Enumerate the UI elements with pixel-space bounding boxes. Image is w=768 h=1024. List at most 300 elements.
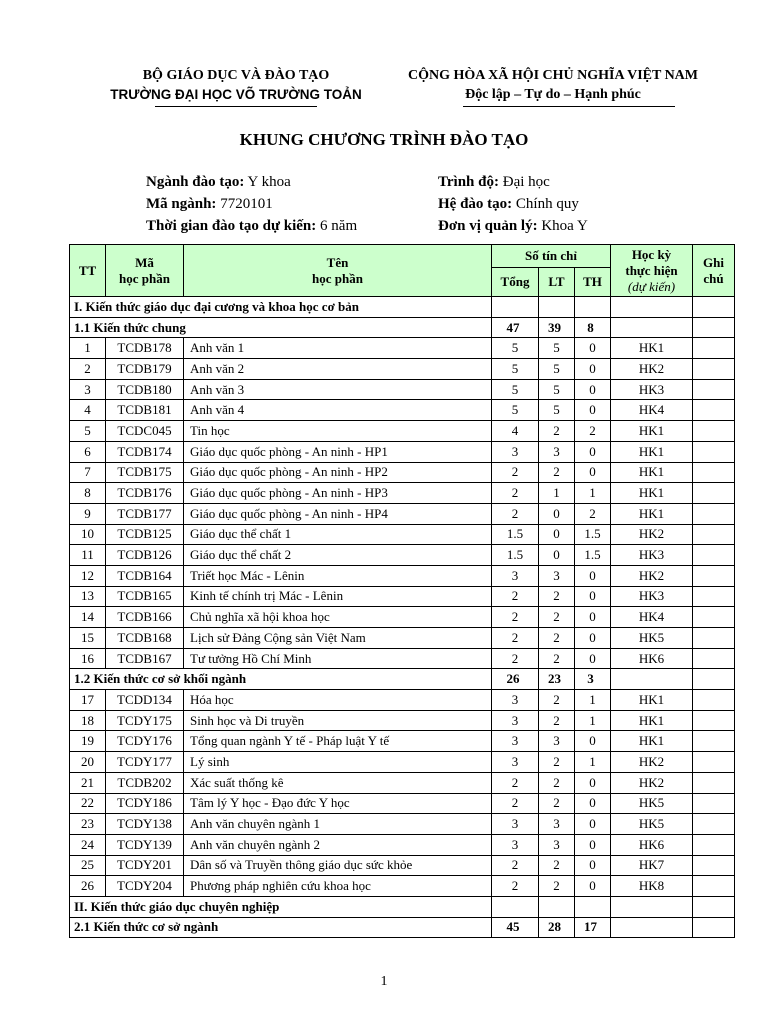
course-note	[693, 876, 735, 897]
course-total-credits: 2	[492, 793, 539, 814]
course-row	[70, 834, 735, 855]
course-row	[70, 876, 735, 897]
major-line	[146, 171, 357, 193]
ministry-header	[86, 67, 386, 105]
header-row-1	[70, 245, 735, 268]
empty-cell	[611, 917, 693, 938]
course-th-credits: 1	[575, 710, 611, 731]
course-lt-credits: 2	[539, 772, 575, 793]
col-total-header: Tổng	[492, 268, 539, 297]
empty-cell	[492, 297, 539, 318]
level-line	[438, 171, 588, 193]
school-underline	[155, 106, 317, 107]
course-note	[693, 421, 735, 442]
course-lt-credits: 2	[539, 690, 575, 711]
course-note	[693, 814, 735, 835]
course-name: Giáo dục quốc phòng - An ninh - HP2	[184, 462, 492, 483]
course-name: Chủ nghĩa xã hội khoa học	[184, 607, 492, 628]
course-semester: HK4	[611, 400, 693, 421]
code-line	[146, 193, 357, 215]
course-row	[70, 338, 735, 359]
course-semester: HK3	[611, 545, 693, 566]
duration-value: 6 năm	[316, 218, 358, 234]
course-index: 16	[70, 648, 106, 669]
unit-line	[438, 215, 588, 237]
course-name: Anh văn 3	[184, 379, 492, 400]
course-total-credits: 2	[492, 772, 539, 793]
duration-label: Thời gian đào tạo dự kiến:	[146, 218, 317, 234]
section-total-credits: 47	[492, 317, 539, 338]
course-row	[70, 628, 735, 649]
course-name: Lý sinh	[184, 752, 492, 773]
col-lt-header: LT	[539, 268, 575, 297]
course-index: 5	[70, 421, 106, 442]
course-index: 9	[70, 503, 106, 524]
course-note	[693, 731, 735, 752]
course-semester: HK2	[611, 772, 693, 793]
course-note	[693, 648, 735, 669]
course-lt-credits: 3	[539, 834, 575, 855]
course-total-credits: 3	[492, 834, 539, 855]
course-index: 4	[70, 400, 106, 421]
course-name: Giáo dục quốc phòng - An ninh - HP3	[184, 483, 492, 504]
course-row	[70, 503, 735, 524]
course-row	[70, 565, 735, 586]
course-total-credits: 2	[492, 876, 539, 897]
course-index: 24	[70, 834, 106, 855]
course-lt-credits: 3	[539, 441, 575, 462]
course-index: 26	[70, 876, 106, 897]
course-total-credits: 2	[492, 628, 539, 649]
course-name: Kinh tế chính trị Mác - Lênin	[184, 586, 492, 607]
course-semester: HK6	[611, 648, 693, 669]
col-note-header: Ghi chú	[693, 245, 735, 297]
empty-cell	[611, 896, 693, 917]
course-name: Giáo dục quốc phòng - An ninh - HP1	[184, 441, 492, 462]
course-semester: HK1	[611, 462, 693, 483]
section-th-credits: 8	[575, 317, 611, 338]
course-total-credits: 1.5	[492, 545, 539, 566]
course-semester: HK3	[611, 586, 693, 607]
course-lt-credits: 2	[539, 628, 575, 649]
course-note	[693, 772, 735, 793]
page-number: 1	[380, 974, 388, 989]
course-total-credits: 3	[492, 731, 539, 752]
course-th-credits: 0	[575, 359, 611, 380]
empty-cell	[693, 896, 735, 917]
course-row	[70, 379, 735, 400]
course-name: Phương pháp nghiên cứu khoa học	[184, 876, 492, 897]
col-semester-header: Học kỳ thực hiện (dự kiến)	[611, 245, 693, 297]
course-total-credits: 4	[492, 421, 539, 442]
course-semester: HK1	[611, 441, 693, 462]
course-semester: HK6	[611, 834, 693, 855]
system-value: Chính quy	[512, 196, 579, 212]
course-th-credits: 1.5	[575, 545, 611, 566]
major-value: Y khoa	[244, 174, 291, 190]
course-th-credits: 1	[575, 690, 611, 711]
empty-cell	[611, 669, 693, 690]
course-th-credits: 0	[575, 338, 611, 359]
document-title: KHUNG CHƯƠNG TRÌNH ĐÀO TẠO	[239, 130, 529, 149]
empty-cell	[575, 896, 611, 917]
part-heading-row	[70, 297, 735, 318]
course-code: TCDY139	[106, 834, 184, 855]
course-code: TCDB168	[106, 628, 184, 649]
course-semester: HK8	[611, 876, 693, 897]
course-lt-credits: 2	[539, 607, 575, 628]
course-th-credits: 2	[575, 503, 611, 524]
course-semester: HK2	[611, 359, 693, 380]
course-lt-credits: 2	[539, 876, 575, 897]
course-total-credits: 2	[492, 483, 539, 504]
course-th-credits: 0	[575, 876, 611, 897]
curriculum-table	[69, 244, 735, 938]
course-name: Dân số và Truyền thông giáo dục sức khỏe	[184, 855, 492, 876]
course-index: 20	[70, 752, 106, 773]
course-note	[693, 793, 735, 814]
course-index: 11	[70, 545, 106, 566]
course-semester: HK1	[611, 731, 693, 752]
course-th-credits: 0	[575, 648, 611, 669]
course-semester: HK3	[611, 379, 693, 400]
course-name: Tư tưởng Hồ Chí Minh	[184, 648, 492, 669]
course-th-credits: 0	[575, 834, 611, 855]
course-row	[70, 710, 735, 731]
course-note	[693, 710, 735, 731]
course-total-credits: 1.5	[492, 524, 539, 545]
course-th-credits: 0	[575, 462, 611, 483]
course-semester: HK1	[611, 338, 693, 359]
course-row	[70, 814, 735, 835]
course-code: TCDY138	[106, 814, 184, 835]
empty-cell	[492, 896, 539, 917]
course-row	[70, 793, 735, 814]
course-row	[70, 586, 735, 607]
country-name: CỘNG HÒA XÃ HỘI CHỦ NGHĨA VIỆT NAM	[407, 68, 698, 83]
section-row	[70, 669, 735, 690]
part-heading-row	[70, 896, 735, 917]
col-tt-header: TT	[70, 245, 106, 297]
course-index: 25	[70, 855, 106, 876]
section-row	[70, 917, 735, 938]
course-total-credits: 2	[492, 586, 539, 607]
course-lt-credits: 2	[539, 710, 575, 731]
duration-line	[146, 215, 357, 237]
course-semester: HK1	[611, 503, 693, 524]
course-name: Sinh học và Di truyền	[184, 710, 492, 731]
course-code: TCDC045	[106, 421, 184, 442]
course-row	[70, 483, 735, 504]
col-credits-header: Số tín chỉ	[492, 245, 611, 268]
empty-cell	[611, 317, 693, 338]
course-row	[70, 441, 735, 462]
course-row	[70, 690, 735, 711]
school-name: TRƯỜNG ĐẠI HỌC VÕ TRƯỜNG TOẢN	[110, 87, 362, 102]
section-lt-credits: 28	[539, 917, 575, 938]
course-th-credits: 0	[575, 400, 611, 421]
course-name: Xác suất thống kê	[184, 772, 492, 793]
course-name: Tin học	[184, 421, 492, 442]
course-code: TCDB164	[106, 565, 184, 586]
course-name: Lịch sử Đảng Cộng sản Việt Nam	[184, 628, 492, 649]
course-th-credits: 0	[575, 628, 611, 649]
course-code: TCDB176	[106, 483, 184, 504]
course-code: TCDY176	[106, 731, 184, 752]
course-lt-credits: 0	[539, 524, 575, 545]
course-th-credits: 0	[575, 855, 611, 876]
course-semester: HK5	[611, 793, 693, 814]
course-th-credits: 2	[575, 421, 611, 442]
course-index: 8	[70, 483, 106, 504]
course-semester: HK1	[611, 710, 693, 731]
course-note	[693, 690, 735, 711]
course-lt-credits: 2	[539, 855, 575, 876]
course-row	[70, 359, 735, 380]
course-lt-credits: 2	[539, 586, 575, 607]
course-name: Tổng quan ngành Y tế - Pháp luật Y tế	[184, 731, 492, 752]
course-total-credits: 2	[492, 648, 539, 669]
section-heading: 2.1 Kiến thức cơ sở ngành	[70, 917, 492, 938]
course-note	[693, 503, 735, 524]
course-note	[693, 607, 735, 628]
course-total-credits: 3	[492, 441, 539, 462]
level-label: Trình độ:	[438, 174, 499, 190]
course-th-credits: 0	[575, 441, 611, 462]
course-name: Anh văn 4	[184, 400, 492, 421]
col-name-header: Tên học phần	[184, 245, 492, 297]
course-code: TCDB179	[106, 359, 184, 380]
course-th-credits: 1	[575, 483, 611, 504]
course-row	[70, 400, 735, 421]
course-row	[70, 545, 735, 566]
course-code: TCDB126	[106, 545, 184, 566]
course-th-credits: 0	[575, 565, 611, 586]
course-semester: HK2	[611, 752, 693, 773]
course-name: Triết học Mác - Lênin	[184, 565, 492, 586]
course-lt-credits: 2	[539, 793, 575, 814]
empty-cell	[539, 297, 575, 318]
course-row	[70, 772, 735, 793]
course-row	[70, 607, 735, 628]
course-semester: HK5	[611, 814, 693, 835]
course-note	[693, 752, 735, 773]
empty-cell	[575, 297, 611, 318]
section-th-credits: 17	[575, 917, 611, 938]
course-index: 22	[70, 793, 106, 814]
course-code: TCDD134	[106, 690, 184, 711]
course-th-credits: 1	[575, 752, 611, 773]
course-code: TCDB167	[106, 648, 184, 669]
course-note	[693, 855, 735, 876]
empty-cell	[693, 917, 735, 938]
ministry-name: BỘ GIÁO DỤC VÀ ĐÀO TẠO	[142, 68, 330, 83]
course-index: 10	[70, 524, 106, 545]
course-name: Anh văn 2	[184, 359, 492, 380]
course-semester: HK7	[611, 855, 693, 876]
course-lt-credits: 2	[539, 421, 575, 442]
course-lt-credits: 5	[539, 379, 575, 400]
course-total-credits: 2	[492, 462, 539, 483]
empty-cell	[611, 297, 693, 318]
course-note	[693, 359, 735, 380]
section-total-credits: 26	[492, 669, 539, 690]
course-semester: HK2	[611, 524, 693, 545]
course-row	[70, 752, 735, 773]
code-value: 7720101	[216, 196, 273, 212]
unit-value: Khoa Y	[537, 218, 588, 234]
course-th-credits: 0	[575, 607, 611, 628]
course-row	[70, 855, 735, 876]
section-th-credits: 3	[575, 669, 611, 690]
course-th-credits: 0	[575, 772, 611, 793]
course-th-credits: 1.5	[575, 524, 611, 545]
course-total-credits: 2	[492, 503, 539, 524]
course-th-credits: 0	[575, 793, 611, 814]
course-semester: HK1	[611, 421, 693, 442]
course-total-credits: 3	[492, 814, 539, 835]
course-note	[693, 483, 735, 504]
course-th-credits: 0	[575, 814, 611, 835]
course-code: TCDB178	[106, 338, 184, 359]
course-index: 7	[70, 462, 106, 483]
course-code: TCDB177	[106, 503, 184, 524]
course-total-credits: 5	[492, 359, 539, 380]
course-note	[693, 400, 735, 421]
course-semester: HK5	[611, 628, 693, 649]
course-lt-credits: 2	[539, 462, 575, 483]
course-note	[693, 441, 735, 462]
section-heading: 1.2 Kiến thức cơ sở khối ngành	[70, 669, 492, 690]
course-note	[693, 565, 735, 586]
national-motto: Độc lập – Tự do – Hạnh phúc	[465, 87, 641, 102]
program-info-left	[146, 171, 357, 237]
course-note	[693, 545, 735, 566]
system-line	[438, 193, 588, 215]
course-lt-credits: 2	[539, 648, 575, 669]
course-code: TCDY204	[106, 876, 184, 897]
course-lt-credits: 5	[539, 338, 575, 359]
course-index: 13	[70, 586, 106, 607]
course-index: 23	[70, 814, 106, 835]
course-lt-credits: 3	[539, 731, 575, 752]
course-note	[693, 524, 735, 545]
course-note	[693, 338, 735, 359]
course-index: 2	[70, 359, 106, 380]
course-code: TCDB175	[106, 462, 184, 483]
course-code: TCDY175	[106, 710, 184, 731]
level-value: Đại học	[499, 174, 550, 190]
course-lt-credits: 2	[539, 752, 575, 773]
motto-underline	[463, 106, 675, 107]
col-code-header: Mã học phần	[106, 245, 184, 297]
course-lt-credits: 0	[539, 503, 575, 524]
course-th-credits: 0	[575, 731, 611, 752]
course-row	[70, 524, 735, 545]
system-label: Hệ đào tạo:	[438, 196, 513, 212]
course-name: Anh văn 1	[184, 338, 492, 359]
course-index: 6	[70, 441, 106, 462]
course-index: 3	[70, 379, 106, 400]
part-heading: I. Kiến thức giáo dục đại cương và khoa học cơ bản	[70, 297, 492, 318]
course-code: TCDY186	[106, 793, 184, 814]
unit-label: Đơn vị quản lý:	[438, 218, 538, 234]
course-index: 1	[70, 338, 106, 359]
course-index: 14	[70, 607, 106, 628]
course-index: 15	[70, 628, 106, 649]
course-total-credits: 5	[492, 379, 539, 400]
course-name: Anh văn chuyên ngành 1	[184, 814, 492, 835]
course-name: Giáo dục thể chất 2	[184, 545, 492, 566]
course-semester: HK2	[611, 565, 693, 586]
course-name: Tâm lý Y học - Đạo đức Y học	[184, 793, 492, 814]
course-lt-credits: 5	[539, 400, 575, 421]
course-index: 19	[70, 731, 106, 752]
course-index: 21	[70, 772, 106, 793]
section-lt-credits: 39	[539, 317, 575, 338]
course-semester: HK1	[611, 690, 693, 711]
course-row	[70, 648, 735, 669]
course-index: 18	[70, 710, 106, 731]
course-total-credits: 5	[492, 338, 539, 359]
course-note	[693, 379, 735, 400]
course-total-credits: 5	[492, 400, 539, 421]
course-note	[693, 628, 735, 649]
course-total-credits: 3	[492, 710, 539, 731]
course-total-credits: 3	[492, 690, 539, 711]
course-lt-credits: 0	[539, 545, 575, 566]
course-index: 17	[70, 690, 106, 711]
course-th-credits: 0	[575, 586, 611, 607]
course-name: Hóa học	[184, 690, 492, 711]
course-code: TCDB181	[106, 400, 184, 421]
course-code: TCDY177	[106, 752, 184, 773]
section-total-credits: 45	[492, 917, 539, 938]
course-code: TCDB202	[106, 772, 184, 793]
course-total-credits: 3	[492, 752, 539, 773]
course-row	[70, 731, 735, 752]
course-code: TCDB165	[106, 586, 184, 607]
course-note	[693, 834, 735, 855]
empty-cell	[693, 669, 735, 690]
course-total-credits: 3	[492, 565, 539, 586]
course-total-credits: 2	[492, 855, 539, 876]
empty-cell	[693, 317, 735, 338]
course-code: TCDY201	[106, 855, 184, 876]
empty-cell	[693, 297, 735, 318]
part-heading: II. Kiến thức giáo dục chuyên nghiệp	[70, 896, 492, 917]
course-th-credits: 0	[575, 379, 611, 400]
course-total-credits: 2	[492, 607, 539, 628]
course-code: TCDB125	[106, 524, 184, 545]
empty-cell	[539, 896, 575, 917]
course-semester: HK1	[611, 483, 693, 504]
course-lt-credits: 5	[539, 359, 575, 380]
course-lt-credits: 3	[539, 814, 575, 835]
course-note	[693, 462, 735, 483]
course-lt-credits: 1	[539, 483, 575, 504]
course-row	[70, 421, 735, 442]
national-header	[378, 67, 728, 105]
section-heading: 1.1 Kiến thức chung	[70, 317, 492, 338]
code-label: Mã ngành:	[146, 196, 217, 212]
course-code: TCDB174	[106, 441, 184, 462]
course-semester: HK4	[611, 607, 693, 628]
course-index: 12	[70, 565, 106, 586]
course-note	[693, 586, 735, 607]
course-name: Anh văn chuyên ngành 2	[184, 834, 492, 855]
course-name: Giáo dục thể chất 1	[184, 524, 492, 545]
